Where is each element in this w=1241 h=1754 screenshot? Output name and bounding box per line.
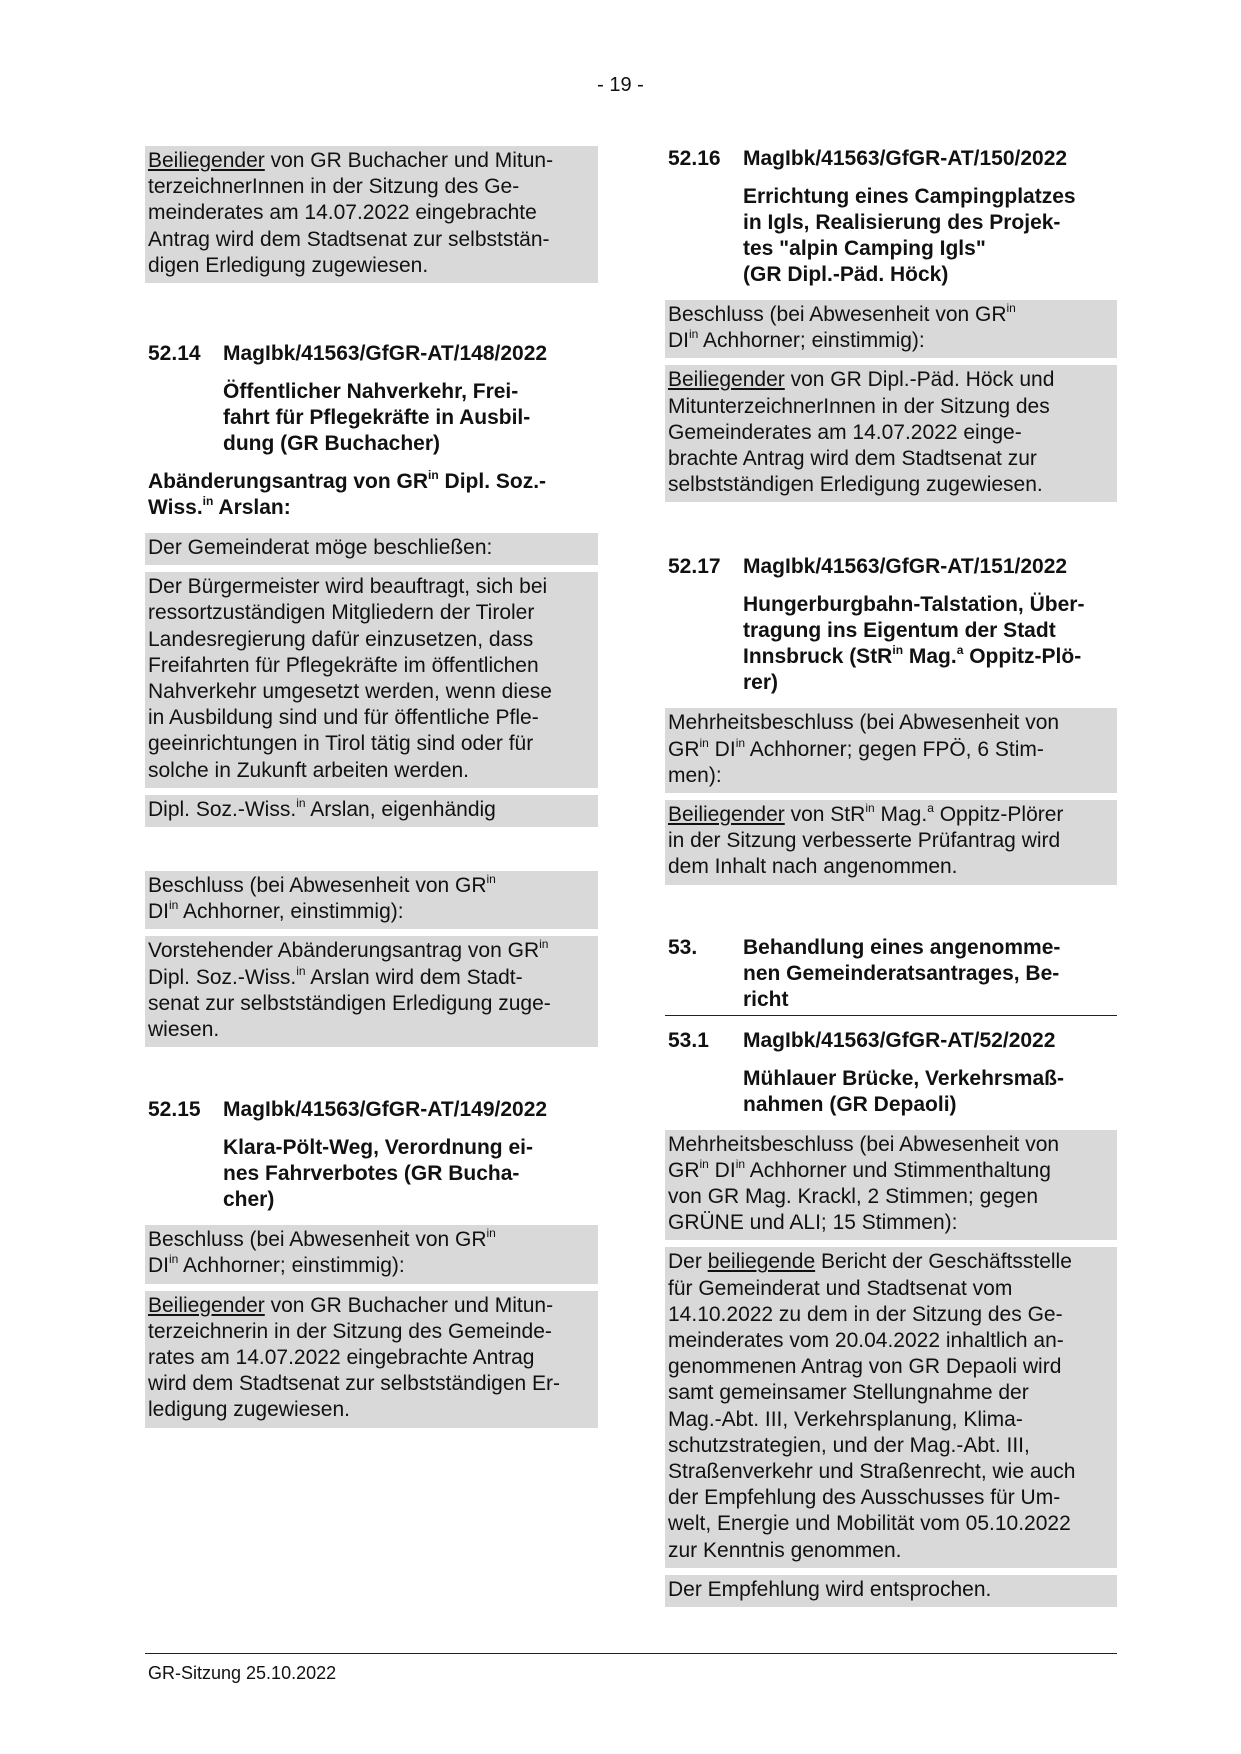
section-heading-52-17: 52.17 MagIbk/41563/GfGR-AT/151/2022	[668, 555, 1068, 579]
decision-52-14: Beschluss (bei Abwesenheit von $GR^{in}$ $DI^{in}$ Achhorner, einstimmig):	[145, 871, 598, 929]
section-title-52-16: Errichtung eines Campingplatzes in Igls, Realisierung des Projek- tes "alpin Camping Igls" (GR Dipl.-Päd. Höck)	[743, 185, 1076, 286]
section-heading-53-1: 53.1 MagIbk/41563/GfGR-AT/52/2022	[668, 1028, 1056, 1052]
section-title-53-1: Mühlauer Brücke, Verkehrsmaß- nahmen (GR Depaoli)	[743, 1066, 1064, 1116]
section-heading-52-15: 52.15 MagIbk/41563/GfGR-AT/149/2022	[148, 1098, 548, 1122]
result-53-1: Der beiliegende Bericht der Geschäftsstelle für Gemeinderat und Stadtsenat vom 14.10.2022 zu dem in der Sitzung des Ge- meinderates vom 20.04.2022 inhaltlich an- genommenen Antrag von GR Depaoli wird samt gemeinsamer Stellungnahme der Mag.-Abt. III, Verkehrsplanung, Klima- schutzstrategien, und der Mag.-Abt. III, Straßenverkehr und Straßenrecht, wie auch der Empfehlung des Ausschusses für Um- welt, Energie und Mobilität vom 05.10.2022 zur Kenntnis genommen.	[665, 1240, 1117, 1567]
section-title-53: Behandlung eines angenomme- nen Gemeinderatsantrages, Be- richt	[743, 935, 1061, 1011]
result-52-17: Beiliegender von StR$^{in}$ Mag.$^a$ Oppitz-Plörer in der Sitzung verbesserte Prüfantrag wird dem Inhalt nach angenommen.	[665, 793, 1117, 885]
amendment-signature: Dipl. Soz.-Wiss.$^{in}$ Arslan, eigenhändig	[145, 788, 598, 827]
left-column	[145, 146, 598, 1428]
result-52-14: Vorstehender Abänderungsantrag von $GR^{in}$ Dipl. Soz.-Wiss.$^{in}$ Arslan wird dem Stadt- senat zur selbstständigen Erledigung zuge- wiesen.	[145, 929, 598, 1047]
amendment-body: Der Bürgermeister wird beauftragt, sich bei ressortzuständigen Mitgliedern der Tiroler Landesregierung dafür einzusetzen, dass Freifahrten für Pflegekräfte im öffentlichen Nahverkehr umgesetzt werden, wenn diese in Ausbildung sind und für öffentliche Pfle- geeinrichtungen in Tirol tätig sind oder für solche in Zukunft arbeiten werden.	[145, 565, 598, 788]
decision-52-17: Mehrheitsbeschluss (bei Abwesenheit von $GR^{in}$ $DI^{in}$ Achhorner; gegen FPÖ, 6 Stim- men):	[665, 708, 1117, 793]
section-heading-52-16: 52.16 MagIbk/41563/GfGR-AT/150/2022	[668, 147, 1068, 170]
section-block-53	[665, 935, 1117, 1016]
section-title-52-15: Klara-Pölt-Weg, Verordnung ei- nes Fahrverbotes (GR Bucha- cher)	[223, 1136, 533, 1212]
footer-text: GR-Sitzung 25.10.2022	[148, 1663, 337, 1683]
section-title-52-14: Öffentlicher Nahverkehr, Frei- fahrt für Pflegekräfte in Ausbil- dung (GR Buchacher)	[223, 380, 531, 456]
decision-52-16: Beschluss (bei Abwesenheit von $GR^{in}$ $DI^{in}$ Achhorner; einstimmig):	[665, 300, 1117, 358]
section-number-53: 53.	[668, 935, 698, 959]
amendment-intro: Der Gemeinderat möge beschließen:	[145, 533, 598, 565]
decision-53-1: Mehrheitsbeschluss (bei Abwesenheit von $GR^{in}$ $DI^{in}$ Achhorner und Stimmenthaltung von GR Mag. Krackl, 2 Stimmen; gegen GRÜNE und ALI; 15 Stimmen):	[665, 1130, 1117, 1241]
footer-rule	[145, 1653, 1117, 1654]
right-column	[665, 146, 1117, 1607]
result-52-16: Beiliegender von GR Dipl.-Päd. Höck und MitunterzeichnerInnen in der Sitzung des Gemeinderates am 14.07.2022 einge- brachte Antrag wird dem Stadtsenat zur selbstständigen Erledigung zugewiesen.	[665, 358, 1117, 502]
closing-53-1: Der Empfehlung wird entsprochen.	[665, 1568, 1117, 1607]
section-heading-52-14: 52.14 MagIbk/41563/GfGR-AT/148/2022	[148, 342, 548, 366]
result-52-15: Beiliegender von GR Buchacher und Mitun- terzeichnerin in der Sitzung des Gemeinde- rates am 14.07.2022 eingebrachte Antrag wird dem Stadtsenat zur selbstständigen Er- ledigung zugewiesen.	[145, 1284, 598, 1428]
page-number: - 19 -	[597, 74, 644, 96]
amendment-heading: Abänderungsantrag von $GR^{in}$ Dipl. Soz.- Wiss.$^{in}$ Arslan:	[148, 468, 547, 520]
section-title-52-17: Hungerburgbahn-Talstation, Über- tragung ins Eigentum der Stadt Innsbruck (StR$^{in}$ Mag.$^a$ Oppitz-Plö- rer)	[743, 593, 1085, 695]
decision-52-15: Beschluss (bei Abwesenheit von $GR^{in}$ $DI^{in}$ Achhorner; einstimmig):	[145, 1225, 598, 1283]
continued-resolution: Beiliegender von GR Buchacher und Mitun- terzeichnerInnen in der Sitzung des Ge- meinderates am 14.07.2022 eingebrachte Antrag wird dem Stadtsenat zur selbststän- digen Erledigung zugewiesen.	[145, 146, 598, 283]
